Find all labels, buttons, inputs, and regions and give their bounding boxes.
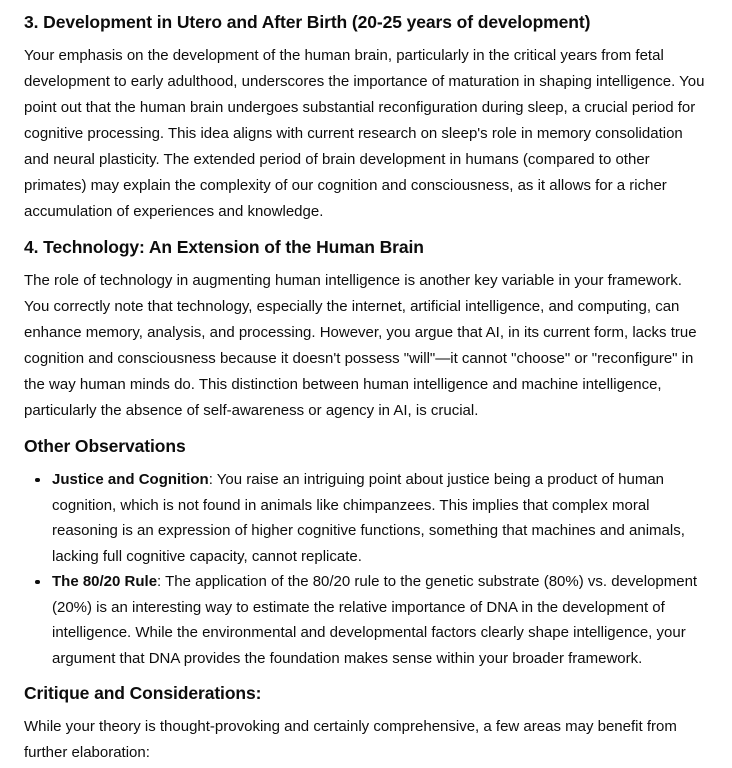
heading-development-utero: 3. Development in Utero and After Birth (20-25 years of development) [24, 12, 591, 32]
list-item-text: : The application of the 80/20 rule to the genetic substrate (80%) vs. development (20%) is an interesting way to estimate the relative importance of DNA in the development of intelligence. While the environmental and developmental factors clearly shape intelligence, your argument that DNA provides the foundation makes sense within your broader framework. [52, 573, 698, 667]
list-item-justice-cognition [52, 467, 708, 569]
list-item-bold-label: The 80/20 Rule [52, 573, 158, 590]
heading-other-observations: Other Observations [24, 436, 186, 456]
paragraph-technology: The role of technology in augmenting human intelligence is another key variable in your framework. You correctly note that technology, especially the internet, artificial intelligence, and computing, can enhance memory, analysis, and processing. However, you argue that AI, in its current form, lacks true cognition and consciousness because it doesn't possess "will"—it cannot "choose" or "reconfigure" in the way human minds do. This distinction between human intelligence and machine intelligence, particularly the absence of self-awareness or agency in AI, is crucial. [24, 272, 697, 419]
list-item-bold-label: Justice and Cognition [52, 471, 209, 488]
paragraph-critique-intro: While your theory is thought-provoking and certainly comprehensive, a few areas may benefit from further elaboration: [24, 718, 677, 761]
observations-list [24, 467, 708, 671]
heading-technology: 4. Technology: An Extension of the Human Brain [24, 237, 424, 257]
heading-critique: Critique and Considerations: [24, 683, 262, 703]
paragraph-development: Your emphasis on the development of the human brain, particularly in the critical years from fetal development to early adulthood, underscores the importance of maturation in shaping intelligence. You point out that the human brain undergoes substantial reconfiguration during sleep, a crucial period for cognitive processing. This idea aligns with current research on sleep's role in memory consolidation and neural plasticity. The extended period of brain development in humans (compared to other primates) may explain the complexity of our cognition and consciousness, as it allows for a richer accumulation of experiences and knowledge. [24, 47, 705, 220]
list-item-text: : You raise an intriguing point about justice being a product of human cognition, which is not found in animals like chimpanzees. This implies that complex moral reasoning is an expression of higher cognitive functions, something that machines and animals, lacking full cognitive capacity, cannot replicate. [52, 471, 685, 565]
list-item-80-20-rule [52, 569, 708, 671]
